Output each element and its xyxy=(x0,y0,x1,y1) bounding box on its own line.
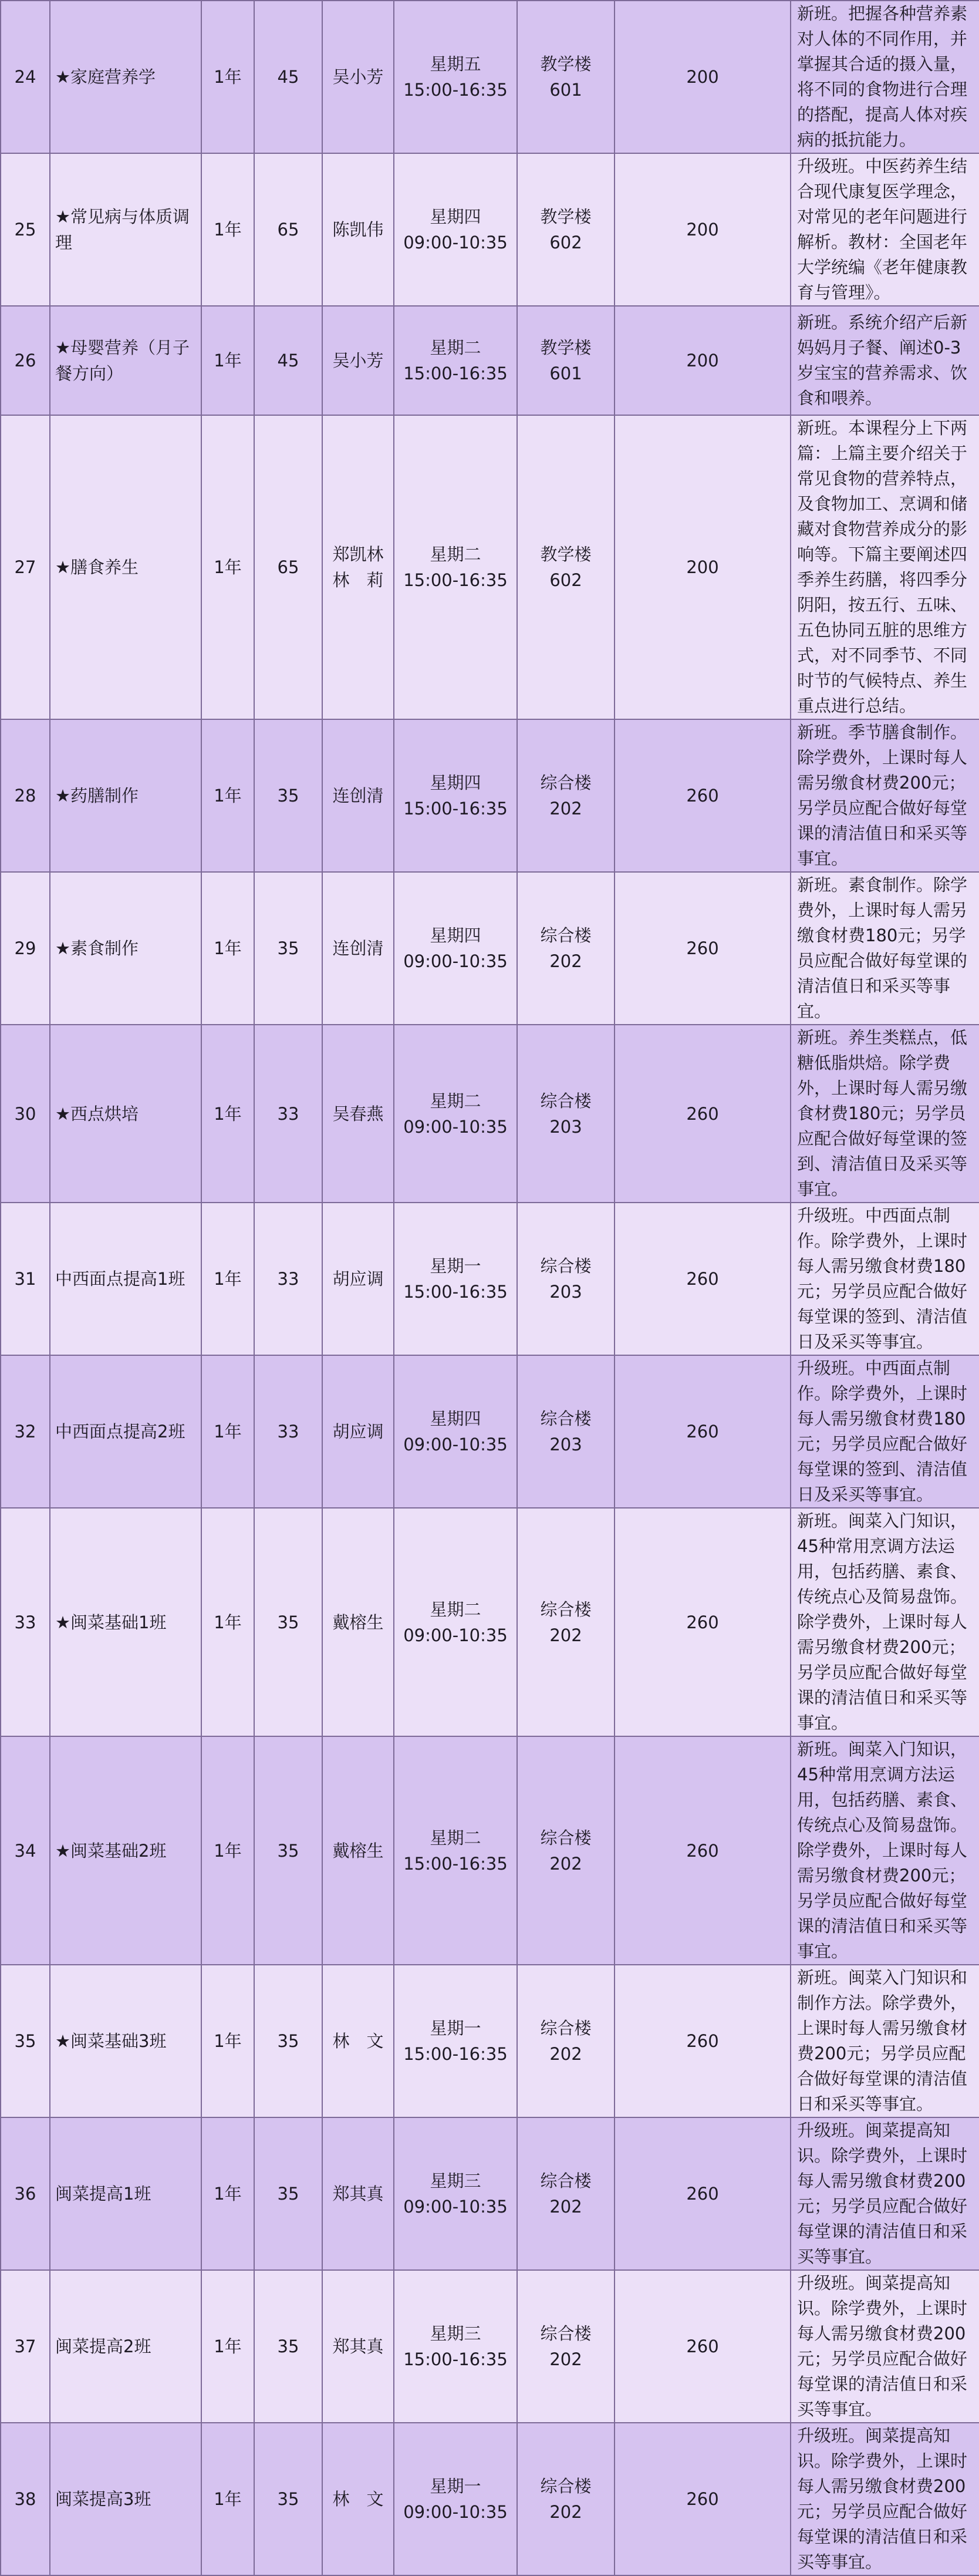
row-number-cell: 34 xyxy=(1,1736,50,1965)
location-building: 教学楼 xyxy=(540,207,592,227)
description-cell: 升级班。闽菜提高知识。除学费外，上课时每人需另缴食材费200元；另学员应配合做好每堂课的清洁值日和采买等事宜。 xyxy=(791,2423,979,2575)
table-row xyxy=(1,2117,979,2270)
location-room: 202 xyxy=(549,2044,582,2064)
location-cell xyxy=(517,415,615,719)
fee-cell: 260 xyxy=(615,2423,791,2575)
teacher-cell: 郑其真 xyxy=(322,2270,394,2423)
fee-cell: 260 xyxy=(615,1508,791,1736)
table-row xyxy=(1,872,979,1025)
description-cell: 新班。本课程分上下两篇：上篇主要介绍关于常见食物的营养特点，及食物加工、烹调和储藏对食物营养成分的影响等。下篇主要阐述四季养生药膳，将四季分阴阳，按五行、五味、五色协同五脏的思维方式，对不同季节、不同时节的气候特点、养生重点进行总结。 xyxy=(791,415,979,719)
row-number-cell: 35 xyxy=(1,1965,50,2117)
table-row xyxy=(1,415,979,719)
table-row xyxy=(1,153,979,306)
location-room: 202 xyxy=(549,1853,582,1874)
schedule-day: 星期一 xyxy=(430,2476,481,2496)
location-cell xyxy=(517,1025,615,1203)
teacher-cell: 胡应调 xyxy=(322,1355,394,1508)
fee-cell: 260 xyxy=(615,719,791,872)
location-building: 综合楼 xyxy=(540,2171,592,2191)
capacity-cell: 35 xyxy=(254,1508,322,1736)
course-name-cell: ★家庭营养学 xyxy=(50,1,201,153)
teacher-cell: 吴小芳 xyxy=(322,306,394,415)
course-name-cell: ★闽菜基础3班 xyxy=(50,1965,201,2117)
schedule-time: 15:00-16:35 xyxy=(403,80,508,100)
location-room: 601 xyxy=(549,80,582,100)
fee-cell: 260 xyxy=(615,1965,791,2117)
schedule-time: 09:00-10:35 xyxy=(403,2502,508,2522)
location-building: 综合楼 xyxy=(540,2476,592,2496)
course-name-cell: ★闽菜基础1班 xyxy=(50,1508,201,1736)
schedule-cell xyxy=(394,1355,517,1508)
schedule-time: 15:00-16:35 xyxy=(403,570,508,590)
location-room: 202 xyxy=(549,2502,582,2522)
capacity-cell: 35 xyxy=(254,2423,322,2575)
capacity-cell: 35 xyxy=(254,719,322,872)
row-number-cell: 32 xyxy=(1,1355,50,1508)
description-cell: 升级班。中西面点制作。除学费外，上课时每人需另缴食材费180元；另学员应配合做好每堂课的签到、清洁值日及采买等事宜。 xyxy=(791,1355,979,1508)
duration-cell: 1年 xyxy=(201,1,254,153)
duration-cell: 1年 xyxy=(201,719,254,872)
table-row xyxy=(1,1355,979,1508)
location-cell xyxy=(517,2270,615,2423)
teacher-cell: 郑凯林 林 莉 xyxy=(322,415,394,719)
teacher-cell: 戴榕生 xyxy=(322,1736,394,1965)
location-building: 综合楼 xyxy=(540,1256,592,1276)
location-cell xyxy=(517,2423,615,2575)
course-name-cell: ★药膳制作 xyxy=(50,719,201,872)
location-building: 综合楼 xyxy=(540,2324,592,2343)
course-table-body xyxy=(1,1,979,2575)
capacity-cell: 35 xyxy=(254,2270,322,2423)
fee-cell: 260 xyxy=(615,2117,791,2270)
location-room: 203 xyxy=(549,1282,582,1302)
duration-cell: 1年 xyxy=(201,1508,254,1736)
duration-cell: 1年 xyxy=(201,2117,254,2270)
duration-cell: 1年 xyxy=(201,2270,254,2423)
teacher-cell: 吴小芳 xyxy=(322,1,394,153)
schedule-day: 星期四 xyxy=(430,207,481,227)
schedule-day: 星期三 xyxy=(430,2171,481,2191)
location-cell xyxy=(517,1965,615,2117)
row-number-cell: 24 xyxy=(1,1,50,153)
teacher-cell: 林 文 xyxy=(322,2423,394,2575)
schedule-day: 星期二 xyxy=(430,1599,481,1619)
duration-cell: 1年 xyxy=(201,1736,254,1965)
schedule-time: 09:00-10:35 xyxy=(403,1625,508,1645)
schedule-cell xyxy=(394,2117,517,2270)
table-row xyxy=(1,2270,979,2423)
row-number-cell: 28 xyxy=(1,719,50,872)
location-cell xyxy=(517,1736,615,1965)
capacity-cell: 33 xyxy=(254,1203,322,1355)
location-room: 202 xyxy=(549,2197,582,2217)
location-building: 综合楼 xyxy=(540,1827,592,1848)
duration-cell: 1年 xyxy=(201,872,254,1025)
schedule-cell xyxy=(394,153,517,306)
location-cell xyxy=(517,306,615,415)
row-number-cell: 31 xyxy=(1,1203,50,1355)
schedule-day: 星期一 xyxy=(430,1256,481,1276)
capacity-cell: 65 xyxy=(254,415,322,719)
course-name-cell: 中西面点提高1班 xyxy=(50,1203,201,1355)
duration-cell: 1年 xyxy=(201,153,254,306)
location-cell xyxy=(517,2117,615,2270)
schedule-cell xyxy=(394,1025,517,1203)
table-row xyxy=(1,719,979,872)
schedule-cell xyxy=(394,2423,517,2575)
description-cell: 升级班。闽菜提高知识。除学费外，上课时每人需另缴食材费200元；另学员应配合做好每堂课的清洁值日和采买等事宜。 xyxy=(791,2117,979,2270)
schedule-cell xyxy=(394,1508,517,1736)
capacity-cell: 45 xyxy=(254,306,322,415)
course-name-cell: ★闽菜基础2班 xyxy=(50,1736,201,1965)
schedule-cell xyxy=(394,1965,517,2117)
teacher-cell: 郑其真 xyxy=(322,2117,394,2270)
schedule-time: 15:00-16:35 xyxy=(403,363,508,383)
schedule-day: 星期二 xyxy=(430,1827,481,1848)
row-number-cell: 29 xyxy=(1,872,50,1025)
table-row xyxy=(1,1508,979,1736)
teacher-cell: 林 文 xyxy=(322,1965,394,2117)
capacity-cell: 35 xyxy=(254,1965,322,2117)
table-row xyxy=(1,1203,979,1355)
table-row xyxy=(1,1025,979,1203)
location-cell xyxy=(517,1355,615,1508)
description-cell: 新班。季节膳食制作。除学费外，上课时每人需另缴食材费200元；另学员应配合做好每堂课的清洁值日和采买等事宜。 xyxy=(791,719,979,872)
capacity-cell: 35 xyxy=(254,1736,322,1965)
duration-cell: 1年 xyxy=(201,1355,254,1508)
location-building: 综合楼 xyxy=(540,773,592,793)
teacher-cell: 陈凯伟 xyxy=(322,153,394,306)
schedule-time: 09:00-10:35 xyxy=(403,233,508,252)
location-room: 202 xyxy=(549,799,582,819)
schedule-cell xyxy=(394,719,517,872)
row-number-cell: 25 xyxy=(1,153,50,306)
teacher-cell: 胡应调 xyxy=(322,1203,394,1355)
schedule-time: 09:00-10:35 xyxy=(403,951,508,971)
teacher-cell: 戴榕生 xyxy=(322,1508,394,1736)
table-row xyxy=(1,1,979,153)
fee-cell: 200 xyxy=(615,415,791,719)
schedule-time: 09:00-10:35 xyxy=(403,2197,508,2217)
schedule-day: 星期二 xyxy=(430,544,481,564)
location-room: 602 xyxy=(549,570,582,590)
row-number-cell: 26 xyxy=(1,306,50,415)
location-room: 203 xyxy=(549,1435,582,1454)
location-cell xyxy=(517,1,615,153)
duration-cell: 1年 xyxy=(201,306,254,415)
schedule-time: 15:00-16:35 xyxy=(403,1282,508,1302)
fee-cell: 260 xyxy=(615,1736,791,1965)
description-cell: 新班。闽菜入门知识和制作方法。除学费外，上课时每人需另缴食材费200元；另学员应配合做好每堂课的清洁值日和采买等事宜。 xyxy=(791,1965,979,2117)
description-cell: 升级班。中西面点制作。除学费外，上课时每人需另缴食材费180元；另学员应配合做好每堂课的签到、清洁值日及采买等事宜。 xyxy=(791,1203,979,1355)
schedule-cell xyxy=(394,872,517,1025)
schedule-cell xyxy=(394,1203,517,1355)
location-room: 202 xyxy=(549,1625,582,1645)
course-name-cell: 闽菜提高3班 xyxy=(50,2423,201,2575)
duration-cell: 1年 xyxy=(201,1965,254,2117)
schedule-cell xyxy=(394,415,517,719)
row-number-cell: 36 xyxy=(1,2117,50,2270)
location-building: 综合楼 xyxy=(540,1409,592,1429)
course-name-cell: ★常见病与体质调理 xyxy=(50,153,201,306)
table-row xyxy=(1,2423,979,2575)
capacity-cell: 33 xyxy=(254,1025,322,1203)
location-cell xyxy=(517,872,615,1025)
location-room: 202 xyxy=(549,2349,582,2369)
course-name-cell: 中西面点提高2班 xyxy=(50,1355,201,1508)
fee-cell: 260 xyxy=(615,2270,791,2423)
teacher-cell: 连创清 xyxy=(322,872,394,1025)
course-name-cell: ★膳食养生 xyxy=(50,415,201,719)
schedule-cell xyxy=(394,306,517,415)
fee-cell: 200 xyxy=(615,153,791,306)
schedule-day: 星期三 xyxy=(430,2324,481,2343)
schedule-day: 星期二 xyxy=(430,1090,481,1111)
duration-cell: 1年 xyxy=(201,1025,254,1203)
capacity-cell: 35 xyxy=(254,2117,322,2270)
schedule-time: 09:00-10:35 xyxy=(403,1435,508,1454)
schedule-cell xyxy=(394,1736,517,1965)
fee-cell: 260 xyxy=(615,1203,791,1355)
description-cell: 升级班。中医药养生结合现代康复医学理念，对常见的老年问题进行解析。教材：全国老年大学统编《老年健康教育与管理》。 xyxy=(791,153,979,306)
location-building: 教学楼 xyxy=(540,54,592,74)
capacity-cell: 65 xyxy=(254,153,322,306)
table-row xyxy=(1,306,979,415)
schedule-time: 09:00-10:35 xyxy=(403,1116,508,1137)
description-cell: 新班。闽菜入门知识，45种常用烹调方法运用，包括药膳、素食、传统点心及简易盘饰。除学费外，上课时每人需另缴食材费200元；另学员应配合做好每堂课的清洁值日和采买等事宜。 xyxy=(791,1508,979,1736)
row-number-cell: 30 xyxy=(1,1025,50,1203)
schedule-time: 15:00-16:35 xyxy=(403,2349,508,2369)
row-number-cell: 37 xyxy=(1,2270,50,2423)
fee-cell: 200 xyxy=(615,306,791,415)
location-building: 教学楼 xyxy=(540,544,592,564)
schedule-time: 15:00-16:35 xyxy=(403,1853,508,1874)
location-building: 综合楼 xyxy=(540,2018,592,2038)
duration-cell: 1年 xyxy=(201,415,254,719)
fee-cell: 260 xyxy=(615,1355,791,1508)
duration-cell: 1年 xyxy=(201,1203,254,1355)
teacher-cell: 吴春燕 xyxy=(322,1025,394,1203)
table-row xyxy=(1,1736,979,1965)
schedule-day: 星期四 xyxy=(430,1409,481,1429)
table-row xyxy=(1,1965,979,2117)
fee-cell: 200 xyxy=(615,1,791,153)
capacity-cell: 45 xyxy=(254,1,322,153)
row-number-cell: 27 xyxy=(1,415,50,719)
description-cell: 新班。养生类糕点，低糖低脂烘焙。除学费外，上课时每人需另缴食材费180元；另学员应配合做好每堂课的签到、清洁值日及采买等事宜。 xyxy=(791,1025,979,1203)
schedule-cell xyxy=(394,2270,517,2423)
course-name-cell: ★西点烘培 xyxy=(50,1025,201,1203)
course-name-cell: 闽菜提高2班 xyxy=(50,2270,201,2423)
schedule-time: 15:00-16:35 xyxy=(403,799,508,819)
fee-cell: 260 xyxy=(615,1025,791,1203)
capacity-cell: 33 xyxy=(254,1355,322,1508)
course-name-cell: ★母婴营养（月子餐方向） xyxy=(50,306,201,415)
location-cell xyxy=(517,719,615,872)
location-building: 教学楼 xyxy=(540,338,592,358)
schedule-day: 星期四 xyxy=(430,925,481,945)
fee-cell: 260 xyxy=(615,872,791,1025)
schedule-day: 星期五 xyxy=(430,54,481,74)
teacher-cell: 连创清 xyxy=(322,719,394,872)
location-cell xyxy=(517,1203,615,1355)
capacity-cell: 35 xyxy=(254,872,322,1025)
location-room: 202 xyxy=(549,951,582,971)
location-building: 综合楼 xyxy=(540,1090,592,1111)
location-building: 综合楼 xyxy=(540,925,592,945)
course-name-cell: ★素食制作 xyxy=(50,872,201,1025)
schedule-time: 15:00-16:35 xyxy=(403,2044,508,2064)
description-cell: 升级班。闽菜提高知识。除学费外，上课时每人需另缴食材费200元；另学员应配合做好每堂课的清洁值日和采买等事宜。 xyxy=(791,2270,979,2423)
location-cell xyxy=(517,1508,615,1736)
duration-cell: 1年 xyxy=(201,2423,254,2575)
schedule-day: 星期一 xyxy=(430,2018,481,2038)
location-room: 602 xyxy=(549,233,582,252)
description-cell: 新班。系统介绍产后新妈妈月子餐、阐述0-3岁宝宝的营养需求、饮食和喂养。 xyxy=(791,306,979,415)
location-cell xyxy=(517,153,615,306)
row-number-cell: 33 xyxy=(1,1508,50,1736)
schedule-day: 星期四 xyxy=(430,773,481,793)
description-cell: 新班。把握各种营养素对人体的不同作用，并掌握其合适的摄入量，将不同的食物进行合理的搭配，提高人体对疾病的抵抗能力。 xyxy=(791,1,979,153)
schedule-cell xyxy=(394,1,517,153)
schedule-day: 星期二 xyxy=(430,338,481,358)
location-building: 综合楼 xyxy=(540,1599,592,1619)
course-name-cell: 闽菜提高1班 xyxy=(50,2117,201,2270)
description-cell: 新班。素食制作。除学费外，上课时每人需另缴食材费180元；另学员应配合做好每堂课的清洁值日和采买等事宜。 xyxy=(791,872,979,1025)
row-number-cell: 38 xyxy=(1,2423,50,2575)
description-cell: 新班。闽菜入门知识，45种常用烹调方法运用，包括药膳、素食、传统点心及简易盘饰。除学费外，上课时每人需另缴食材费200元；另学员应配合做好每堂课的清洁值日和采买等事宜。 xyxy=(791,1736,979,1965)
location-room: 203 xyxy=(549,1116,582,1137)
location-room: 601 xyxy=(549,363,582,383)
